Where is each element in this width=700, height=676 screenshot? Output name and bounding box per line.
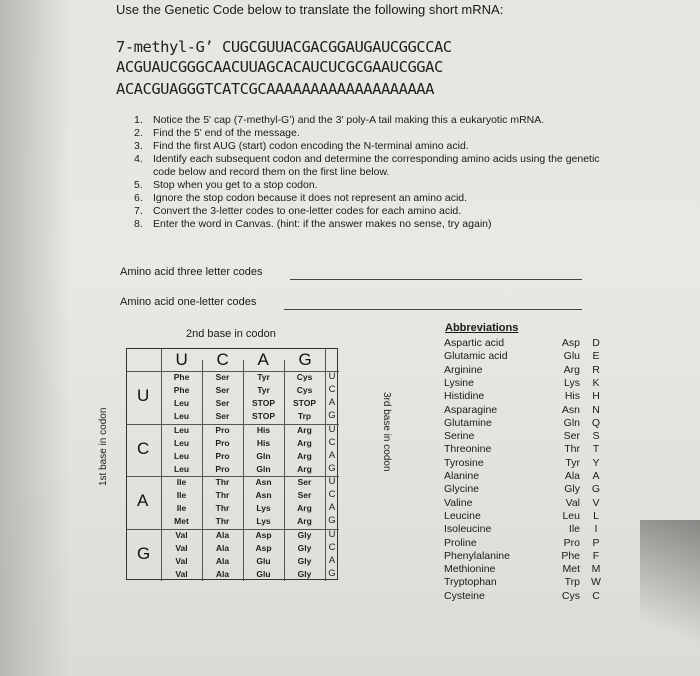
codon-cell: Trp	[297, 411, 312, 422]
third-base-letter: C	[328, 384, 336, 396]
abbreviation-one-letter: S	[592, 430, 600, 443]
abbreviation-one-letter: K	[592, 376, 600, 389]
abbreviation-three-letter: Tyr	[565, 456, 580, 469]
first-base-letter: A	[137, 491, 149, 511]
abbreviation-one-letter: N	[592, 403, 600, 416]
codon-cell: Arg	[297, 424, 312, 435]
abbreviation-one-letter: A	[592, 470, 600, 482]
three-letter-answer-field	[120, 266, 262, 278]
codon-cell: Ser	[215, 398, 230, 409]
abbreviation-name: Serine	[444, 430, 475, 443]
abbreviation-three-letter: Met	[562, 563, 580, 576]
codon-cell: Ser	[215, 385, 230, 396]
codon-cell: STOP	[252, 411, 275, 422]
codon-cell: Asn	[255, 477, 272, 487]
abbreviation-one-letter: G	[591, 483, 601, 496]
first-base-letter: C	[137, 438, 150, 458]
abbreviation-one-letter: Y	[592, 456, 600, 469]
codon-cell: Pro	[215, 424, 230, 435]
codon-cell: Arg	[297, 450, 312, 461]
abbreviation-one-letter: F	[592, 549, 600, 562]
step-number: 1.	[134, 114, 143, 126]
step-text: Notice the 5' cap (7-methyl-G') and the 3' poly-A tail making this a eukaryotic mRNA.	[153, 114, 545, 126]
second-base-letter: A	[257, 350, 269, 369]
codon-cell: Ser	[215, 411, 230, 422]
instruction-step	[134, 127, 608, 140]
third-base-letter: A	[328, 397, 336, 409]
codon-cell: Leu	[173, 398, 190, 409]
codon-cell: Leu	[173, 424, 190, 435]
abbreviation-three-letter: Gln	[563, 416, 580, 429]
abbreviation-three-letter: His	[564, 390, 580, 403]
codon-cell: Arg	[297, 516, 312, 527]
first-base-axis-label: 1st base in codon	[98, 407, 109, 486]
column-divider	[284, 360, 285, 581]
second-base-letter: G	[298, 350, 312, 369]
abbreviation-one-letter: C	[592, 589, 600, 602]
instruction-step	[134, 114, 608, 127]
abbreviation-name: Methionine	[444, 563, 496, 576]
codon-cell: Ile	[176, 503, 187, 514]
abbreviation-name: Valine	[444, 496, 473, 509]
second-base-letter: C	[216, 350, 229, 369]
abbreviation-name: Isoleucine	[444, 523, 492, 536]
abbreviation-three-letter: Asp	[561, 337, 580, 349]
third-base-letter: U	[328, 371, 336, 382]
codon-cell: Pro	[215, 450, 230, 461]
third-base-letter: U	[328, 476, 336, 487]
third-base-letter: G	[328, 515, 336, 527]
codon-cell: Gly	[297, 568, 312, 579]
abbreviation-one-letter: M	[591, 563, 601, 576]
codon-cell: Tyr	[257, 385, 270, 396]
third-base-letter: G	[328, 410, 336, 422]
step-number: 7.	[134, 205, 143, 217]
abbreviation-name: Tryptophan	[444, 576, 497, 589]
step-number: 4.	[134, 153, 143, 165]
abbreviation-name: Lysine	[444, 376, 474, 389]
column-divider	[243, 360, 244, 581]
step-text: Find the first AUG (start) codon encoding the N-terminal amino acid.	[153, 140, 469, 152]
instructions-heading: Use the Genetic Code below to translate the following short mRNA:	[116, 2, 504, 17]
third-base-letter: G	[328, 462, 336, 474]
step-text: Convert the 3-letter codes to one-letter codes for each amino acid.	[153, 205, 462, 217]
photo-corner-shadow	[640, 520, 700, 676]
codon-cell: Gly	[297, 555, 312, 566]
codon-cell: Pro	[215, 437, 230, 448]
genetic-code-table	[126, 348, 338, 580]
codon-cell: Glu	[256, 568, 271, 579]
codon-cell: Arg	[297, 503, 312, 514]
step-text: Ignore the stop codon because it does not represent an amino acid.	[153, 192, 468, 204]
third-base-letter: G	[328, 567, 336, 579]
step-text: Stop when you get to a stop codon.	[153, 179, 318, 191]
abbreviation-name: Histidine	[444, 390, 485, 403]
codon-cell: Ile	[176, 477, 187, 487]
codon-cell: Ala	[215, 529, 230, 540]
mrna-line-1: 7-methyl-G’ CUGCGUUACGACGGAUGAUCGGCCAC	[116, 38, 452, 56]
abbreviation-one-letter: H	[592, 390, 600, 403]
codon-cell: Pro	[215, 463, 230, 474]
codon-cell: Thr	[215, 490, 230, 501]
abbreviation-one-letter: Q	[591, 416, 601, 429]
abbreviation-three-letter: Glu	[563, 350, 580, 363]
abbreviation-three-letter: Ser	[563, 430, 580, 443]
abbreviation-three-letter: Thr	[564, 443, 580, 456]
abbreviation-three-letter: Asn	[561, 403, 580, 416]
codon-cell: His	[256, 437, 271, 448]
codon-cell: Ile	[176, 490, 187, 501]
one-letter-label: Amino acid one-letter codes	[120, 296, 257, 308]
abbreviation-three-letter: Cys	[561, 589, 580, 602]
abbreviation-three-letter: Trp	[564, 576, 580, 589]
codon-cell: Ser	[297, 477, 312, 487]
abbreviation-one-letter: E	[592, 350, 600, 363]
abbreviations-title: Abbreviations	[445, 322, 519, 334]
abbreviation-three-letter: Gly	[564, 483, 580, 496]
step-text: Find the 5' end of the message.	[153, 127, 300, 139]
codon-cell: Phe	[173, 372, 190, 382]
abbreviation-name: Alanine	[444, 470, 480, 482]
instruction-step	[134, 192, 608, 205]
codon-cell: Val	[175, 568, 188, 579]
codon-cell: Gly	[297, 542, 312, 553]
mrna-line-2: ACGUAUCGGGCAACUUAGCACAUCUCGCGAAUCGGAC	[116, 58, 443, 76]
codon-cell: Glu	[256, 555, 271, 566]
codon-cell: His	[256, 424, 271, 435]
second-base-letter: U	[175, 350, 188, 369]
step-number: 3.	[134, 140, 143, 152]
codon-cell: Gln	[256, 463, 271, 474]
step-text: Identify each subsequent codon and determine the corresponding amino acids using the genetic code below and record them on the first line below.	[153, 153, 600, 178]
third-base-letter: U	[328, 528, 336, 540]
abbreviation-three-letter: Arg	[563, 363, 580, 376]
codon-cell: Thr	[215, 477, 230, 487]
abbreviation-name: Threonine	[444, 443, 492, 456]
abbreviation-name: Cysteine	[444, 589, 485, 602]
step-text: Enter the word in Canvas. (hint: if the answer makes no sense, try again)	[153, 218, 492, 230]
codon-cell: Ala	[215, 542, 230, 553]
third-base-axis-label: 3rd base in codon	[381, 392, 392, 472]
codon-cell: Val	[175, 542, 188, 553]
abbreviation-one-letter: T	[592, 443, 600, 456]
first-base-letter: G	[137, 543, 151, 563]
instruction-step	[134, 205, 608, 218]
abbreviation-name: Phenylalanine	[444, 549, 510, 562]
three-letter-answer-line	[290, 279, 582, 280]
third-base-letter: C	[328, 489, 336, 501]
one-letter-answer-line	[284, 309, 582, 310]
codon-cell: Arg	[297, 463, 312, 474]
three-letter-label: Amino acid three letter codes	[120, 266, 263, 278]
abbreviation-three-letter: Phe	[561, 549, 580, 562]
codon-cell: Thr	[215, 503, 230, 514]
abbreviation-three-letter: Ala	[564, 470, 580, 482]
abbreviation-three-letter: Val	[565, 496, 580, 509]
abbreviation-name: Leucine	[444, 509, 481, 522]
codon-cell: STOP	[293, 398, 316, 409]
first-base-divider	[161, 349, 162, 581]
codon-cell: Ser	[297, 490, 312, 501]
abbreviation-one-letter: V	[592, 496, 600, 509]
instruction-step	[134, 179, 608, 192]
codon-cell: Gly	[297, 529, 312, 540]
abbreviation-one-letter: D	[592, 337, 600, 349]
instruction-steps-list	[134, 114, 608, 231]
abbreviation-name: Proline	[444, 536, 477, 549]
abbreviation-three-letter: Pro	[563, 536, 580, 549]
codon-cell: Lys	[256, 503, 271, 514]
codon-cell: Asn	[255, 490, 272, 501]
abbreviation-name: Glutamine	[444, 416, 492, 429]
step-number: 5.	[134, 179, 143, 191]
third-base-letter: A	[328, 502, 336, 514]
step-number: 6.	[134, 192, 143, 204]
step-number: 8.	[134, 218, 143, 230]
third-base-letter: U	[328, 423, 336, 435]
abbreviation-name: Asparagine	[444, 403, 498, 416]
mrna-line-3: ACACGUAGGGTCATCGCAAAAAAAAAAAAAAAAAAA	[116, 80, 434, 98]
codon-cell: Leu	[173, 411, 190, 422]
one-letter-answer-field	[120, 296, 256, 308]
instruction-step	[134, 140, 608, 153]
codon-cell: Met	[174, 516, 189, 527]
codon-cell: Leu	[173, 450, 190, 461]
column-divider	[202, 360, 203, 581]
step-number: 2.	[134, 127, 143, 139]
codon-cell: Val	[175, 555, 188, 566]
codon-cell: Ser	[215, 372, 230, 382]
abbreviation-name: Glycine	[444, 483, 480, 496]
third-base-letter: C	[328, 436, 336, 448]
first-base-letter: U	[137, 386, 150, 406]
abbreviation-one-letter: L	[593, 509, 599, 522]
codon-cell: Arg	[297, 437, 312, 448]
codon-cell: Lys	[256, 516, 271, 527]
codon-cell: Cys	[296, 385, 313, 396]
codon-cell: Ala	[215, 568, 230, 579]
codon-cell: Gln	[256, 450, 271, 461]
second-base-title: 2nd base in codon	[186, 328, 276, 340]
abbreviation-name: Arginine	[444, 363, 483, 376]
third-base-letter: C	[328, 541, 336, 553]
abbreviation-one-letter: I	[594, 523, 598, 536]
codon-cell: Cys	[296, 372, 313, 382]
codon-cell: STOP	[252, 398, 275, 409]
codon-cell: Leu	[173, 437, 190, 448]
third-base-letter: A	[328, 554, 336, 566]
abbreviation-name: Tyrosine	[444, 456, 484, 469]
codon-cell: Thr	[215, 516, 230, 527]
abbreviation-three-letter: Leu	[562, 509, 580, 522]
codon-cell: Ala	[215, 555, 230, 566]
abbreviation-name: Glutamic acid	[444, 350, 508, 363]
codon-cell: Phe	[173, 385, 190, 396]
codon-cell: Tyr	[257, 372, 270, 382]
instruction-step	[134, 153, 608, 179]
abbreviation-one-letter: W	[591, 576, 601, 589]
codon-cell: Val	[175, 529, 188, 540]
page-shadow	[0, 0, 70, 676]
abbreviation-one-letter: R	[592, 363, 600, 376]
codon-cell: Asp	[255, 529, 272, 540]
third-base-letter: A	[328, 449, 336, 461]
codon-cell: Asp	[255, 542, 272, 553]
abbreviation-three-letter: Lys	[564, 376, 580, 389]
codon-cell: Leu	[173, 463, 190, 474]
abbreviation-name: Aspartic acid	[444, 337, 505, 349]
abbreviation-one-letter: P	[592, 536, 600, 549]
abbreviation-three-letter: Ile	[568, 523, 580, 536]
instruction-step	[134, 218, 608, 231]
